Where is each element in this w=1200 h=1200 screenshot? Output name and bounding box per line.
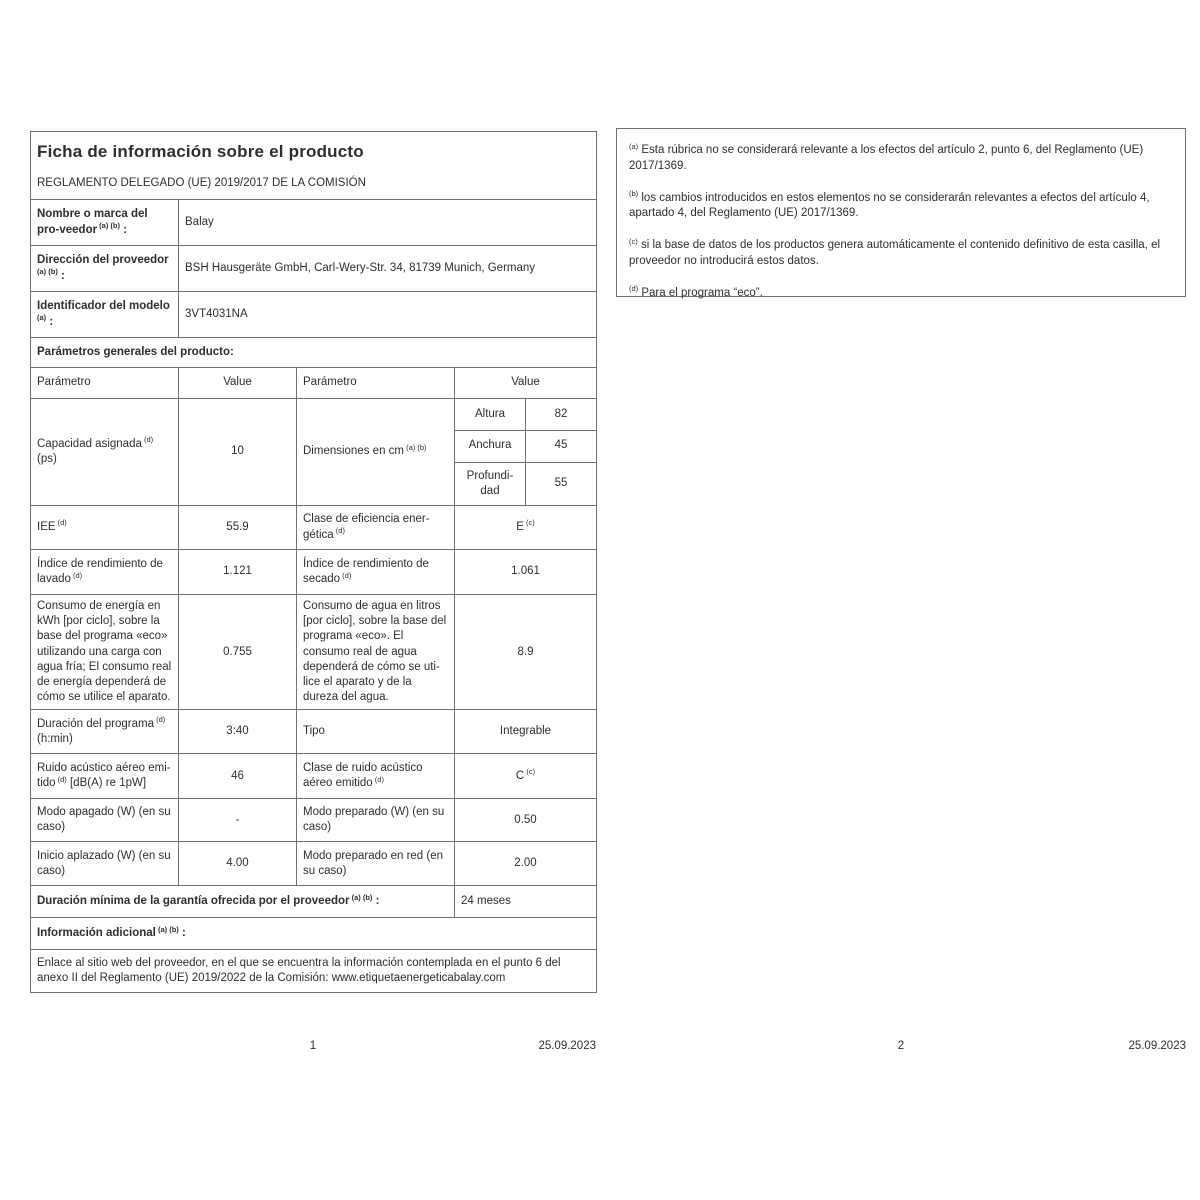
table-row-height — [455, 399, 596, 430]
dimensions-subtable — [455, 399, 596, 505]
noise-label: Ruido acústico aéreo emi-tido $^{(d)}$ [dB(A) re 1pW] — [31, 754, 179, 799]
footnote-marker: (a) (b) — [403, 442, 427, 452]
standby-mode-label: Modo preparado (W) (en su caso) — [297, 799, 455, 842]
table-row-website-note — [31, 950, 597, 993]
off-mode-label: Modo apagado (W) (en su caso) — [31, 799, 179, 842]
footnote-a: $^{(a)}$ Esta rúbrica no se considerará relevante a los efectos del artículo 2, punto 6, del Reglamento (UE) 2017/1369. — [629, 141, 1144, 172]
footnote-marker: (c) — [629, 236, 638, 246]
table-row-supplier-address — [31, 246, 597, 292]
programme-duration-label: Duración del programa $^{(d)}$ (h:min) — [31, 710, 179, 754]
energy-class-value: E $^{(c)}$ — [455, 506, 597, 550]
column-header-value2: Value — [455, 368, 597, 399]
drying-index-value: 1.061 — [455, 550, 597, 595]
regulation-subtitle: REGLAMENTO DELEGADO (UE) 2019/2017 DE LA COMISIÓN — [37, 177, 366, 190]
page-title: Ficha de información sobre el producto — [37, 142, 364, 161]
washing-index-label: Índice de rendimiento de lavado $^{(d)}$ — [31, 550, 179, 595]
iee-value: 55.9 — [179, 506, 297, 550]
networked-standby-label: Modo preparado en red (en su caso) — [297, 842, 455, 886]
type-label: Tipo — [297, 710, 455, 754]
water-consumption-label: Consumo de agua en litros [por ciclo], sobre la base del programa «eco». El consumo real de agua dependerá de cómo se uti-lice el aparato y de la dureza del agua. — [297, 595, 455, 710]
footnote-marker: (d) — [333, 526, 345, 535]
iee-label: IEE $^{(d)}$ — [31, 506, 179, 550]
programme-duration-value: 3:40 — [179, 710, 297, 754]
table-row-model-identifier — [31, 292, 597, 338]
page1-number: 1 — [309, 1040, 317, 1052]
supplier-address-value: BSH Hausgeräte GmbH, Carl-Wery-Str. 34, 81739 Munich, Germany — [179, 246, 597, 292]
off-mode-value: - — [179, 799, 297, 842]
standby-mode-value: 0.50 — [455, 799, 597, 842]
footnote-marker: (d) — [629, 284, 639, 294]
supplier-address-label: Dirección del proveedor $^{(a) (b)}$ : — [31, 246, 179, 292]
washing-index-value: 1.121 — [179, 550, 297, 595]
footnote-marker: (a) (b) — [155, 924, 179, 934]
title-row — [31, 132, 597, 200]
section-header: Parámetros generales del producto: — [31, 338, 597, 368]
dimension-height-label: Altura — [474, 407, 506, 420]
footnote-marker: (a) (b) — [37, 267, 58, 276]
footnote-marker: (c) — [524, 767, 536, 777]
footnote-marker: (a) (b) — [97, 221, 120, 230]
table-row-width — [455, 430, 596, 462]
capacity-label: Capacidad asignada $^{(d)}$ (ps) — [31, 399, 179, 506]
table-row-duration-type — [31, 710, 597, 754]
website-note: Enlace al sitio web del proveedor, en el que se encuentra la información contemplada en el punto 6 del anexo II del Reglamento (UE) 2019/2022 de la Comisión: www.etiquetaenergeticabalay.com — [31, 950, 597, 993]
energy-consumption-label: Consumo de energía en kWh [por ciclo], sobre la base del programa «eco» utilizando una carga con agua fría; El consumo real de energía dependerá de cómo se utilice el aparato. — [31, 595, 179, 710]
warranty-value: 24 meses — [455, 886, 597, 918]
water-consumption-value: 8.9 — [455, 595, 597, 710]
column-header-row — [31, 368, 597, 399]
footnote-marker: (d) — [372, 774, 384, 784]
table-row-consumption — [31, 595, 597, 710]
energy-class-label: Clase de eficiencia ener-gética $^{(d)}$ — [297, 506, 455, 550]
footnote-marker: (a) — [37, 313, 47, 322]
table-row-warranty — [31, 886, 597, 918]
dimensions-subtable-cell — [455, 399, 597, 506]
dimension-width-value: 45 — [526, 430, 597, 462]
energy-consumption-value: 0.755 — [179, 595, 297, 710]
drying-index-label: Índice de rendimiento de secado $^{(d)}$ — [297, 550, 455, 595]
table-row-delay-network — [31, 842, 597, 886]
section-header-row — [31, 338, 597, 368]
table-row-capacity-dimensions — [31, 399, 597, 506]
column-header-param2: Parámetro — [297, 368, 455, 399]
dimension-depth-value: 55 — [526, 462, 597, 505]
dimension-depth-label: Profundi-dad — [455, 462, 526, 505]
additional-info-label: Información adicional $^{(a) (b)}$ : — [31, 918, 597, 950]
footnote-marker: (d) — [55, 774, 67, 784]
model-identifier-value: 3VT4031NA — [179, 292, 597, 338]
table-row-depth — [455, 462, 596, 505]
footnote-marker: (d) — [55, 518, 67, 528]
table-row-additional-info — [31, 918, 597, 950]
delayed-start-label: Inicio aplazado (W) (en su caso) — [31, 842, 179, 886]
page2-date: 25.09.2023 — [1128, 1040, 1186, 1052]
table-row-performance-index — [31, 550, 597, 595]
page2-number: 2 — [897, 1040, 905, 1052]
footnote-marker: (c) — [523, 518, 535, 528]
warranty-label: Duración mínima de la garantía ofrecida por el proveedor $^{(a) (b)}$ : — [31, 886, 455, 918]
column-header-param1: Parámetro — [31, 368, 179, 399]
footnotes-box — [616, 128, 1186, 297]
model-identifier-label: Identificador del modelo $^{(a)}$ : — [31, 292, 179, 338]
footnote-marker: (d) — [70, 570, 83, 580]
supplier-name-label: Nombre o marca del pro-veedor $^{(a) (b)}$ : — [31, 200, 179, 246]
noise-value: 46 — [179, 754, 297, 799]
table-row-iee-energyclass — [31, 506, 597, 550]
dimension-height-value: 82 — [526, 399, 597, 430]
footnote-marker: (b) — [629, 189, 639, 199]
page1-date: 25.09.2023 — [538, 1040, 596, 1052]
capacity-value: 10 — [179, 399, 297, 506]
product-fiche-table — [30, 131, 597, 993]
delayed-start-value: 4.00 — [179, 842, 297, 886]
dimensions-label: Dimensiones en cm $^{(a) (b)}$ — [297, 399, 455, 506]
table-row-noise — [31, 754, 597, 799]
table-row-supplier-name — [31, 200, 597, 246]
footnote-d: $^{(d)}$ Para el programa “eco”. — [629, 284, 763, 299]
footnote-marker: (a) — [629, 141, 639, 151]
type-value: Integrable — [455, 710, 597, 754]
dimension-width-label: Anchura — [455, 430, 526, 462]
footnote-marker: (d) — [340, 570, 352, 580]
networked-standby-value: 2.00 — [455, 842, 597, 886]
noise-class-value: C $^{(c)}$ — [455, 754, 597, 799]
footnote-c: $^{(c)}$ si la base de datos de los productos genera automáticamente el contenido definitivo de esta casilla, el proveedor no introducirá estos datos. — [629, 236, 1161, 267]
footnote-marker: (a) (b) — [349, 892, 373, 902]
column-header-value1: Value — [179, 368, 297, 399]
footnote-b: $^{(b)}$ los cambios introducidos en estos elementos no se considerarán relevantes a efectos del artículo 4, apartado 4, del Reglamento (UE) 2017/1369. — [629, 189, 1150, 220]
footnote-marker: (d) — [141, 435, 154, 445]
footnote-marker: (d) — [153, 715, 166, 725]
table-row-offmode-standby — [31, 799, 597, 842]
supplier-name-value: Balay — [179, 200, 597, 246]
noise-class-label: Clase de ruido acústico aéreo emitido $^{(d)}$ — [297, 754, 455, 799]
